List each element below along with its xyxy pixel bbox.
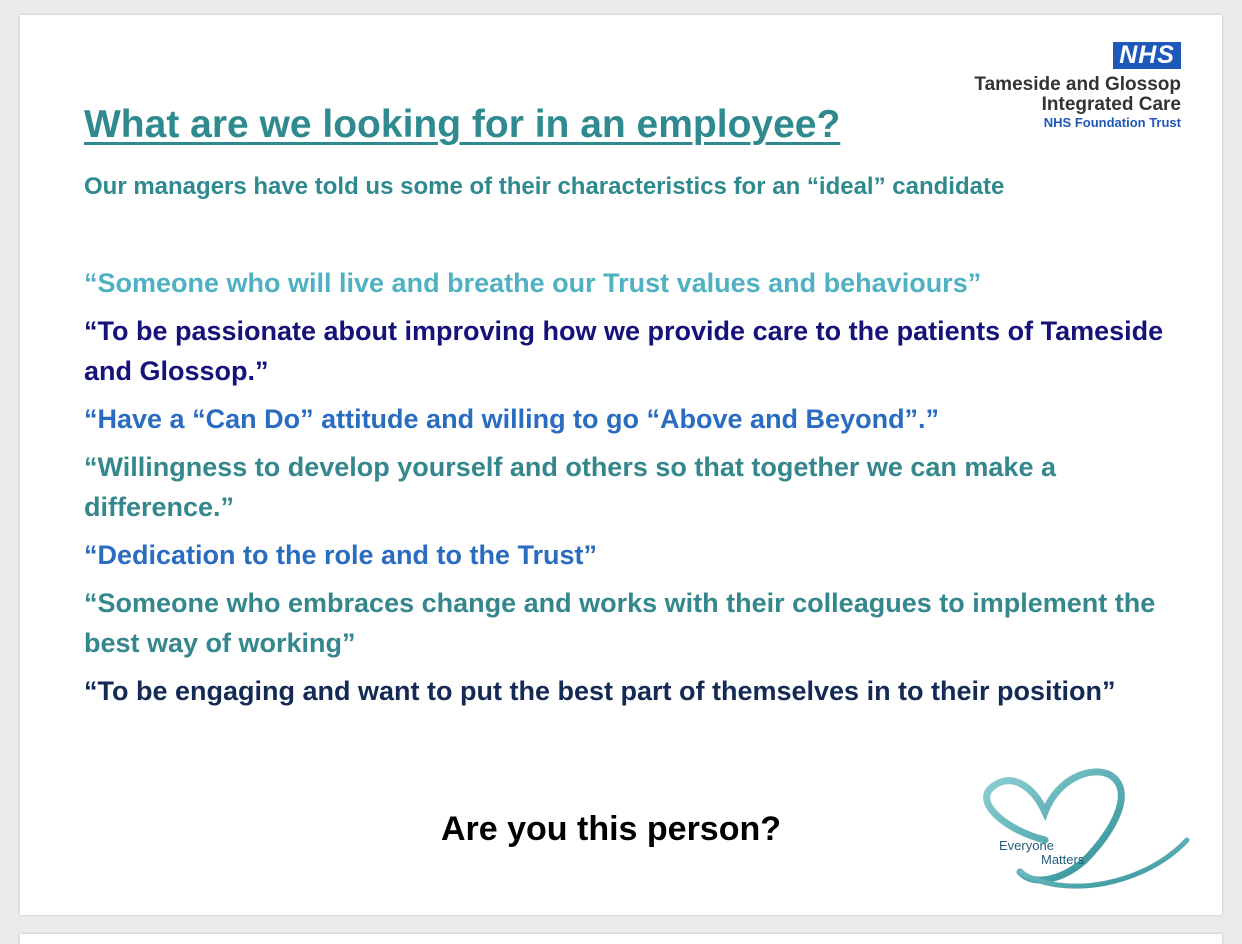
quote-list [84,263,1164,719]
nhs-logo-mark: NHS [1113,42,1181,69]
next-slide-edge [20,934,1222,944]
quote-item: “To be engaging and want to put the best part of themselves in to their position” [84,676,1116,706]
badge-line2: Matters [1041,852,1085,867]
quote-item: “Someone who will live and breathe our Trust values and behaviours” [84,268,982,298]
org-name-line3: NHS Foundation Trust [1043,115,1181,130]
quote-item: “Someone who embraces change and works with their colleagues to implement the best way of working” [84,588,1156,658]
slide [20,15,1222,915]
page-subtitle: Our managers have told us some of their characteristics for an “ideal” candidate [84,173,1005,200]
quote-item: “Dedication to the role and to the Trust” [84,540,598,570]
closing-question: Are you this person? [440,810,782,848]
quote-item: “To be passionate about improving how we provide care to the patients of Tameside and Glossop.” [84,316,1164,386]
quote-item: “Willingness to develop yourself and others so that together we can make a difference.” [84,452,1056,522]
badge-line1: Everyone [999,838,1054,853]
org-name-line1: Tameside and Glossop [974,74,1181,95]
org-name-line2: Integrated Care [1041,94,1181,115]
quote-item: “Have a “Can Do” attitude and willing to go “Above and Beyond”.” [84,404,940,434]
page-title: What are we looking for in an employee? [84,103,841,146]
nhs-trust-logo [921,42,1181,130]
everyone-matters-heart-logo [975,760,1190,890]
